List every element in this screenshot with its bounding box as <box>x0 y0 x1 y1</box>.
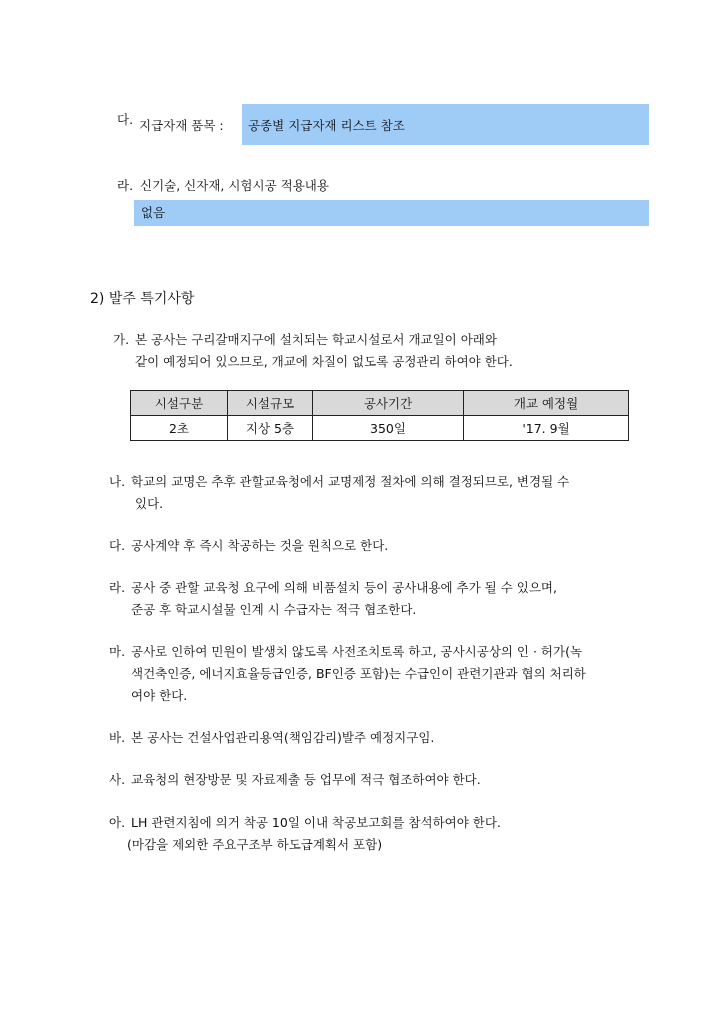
note-line: 공사 중 관할 교육청 요구에 의해 비품설치 등이 공사내용에 추가 될 수 있으며, <box>131 580 557 595</box>
table-cell: '17. 9월 <box>464 416 629 441</box>
table-header-cell: 공사기간 <box>313 391 464 416</box>
section-title: 2) 발주 특기사항 <box>90 291 195 307</box>
item-ra-value: 없음 <box>141 205 166 220</box>
item-ga-marker: 가. <box>113 332 130 347</box>
item-ga-line1: 본 공사는 구리갈매지구에 설치되는 학교시설로서 개교일이 아래와 <box>135 332 497 347</box>
note-marker: 다. <box>109 538 126 553</box>
note-marker: 아. <box>109 815 126 830</box>
table-row <box>131 416 629 441</box>
note-line: 색건축인증, 에너지효율등급인증, BF인증 포함)는 수급인이 관련기관과 협의 처리하 <box>131 666 586 681</box>
item-ra-label: 신기술, 신자재, 시험시공 적용내용 <box>140 178 329 193</box>
table-cell: 350일 <box>313 416 464 441</box>
note-line: 여야 한다. <box>131 688 188 703</box>
schedule-table <box>130 390 629 441</box>
table-cell: 2초 <box>131 416 228 441</box>
item-da-value: 공종별 지급자재 리스트 참조 <box>248 118 405 133</box>
item-ra-marker: 라. <box>117 178 134 193</box>
table-header-row <box>131 391 629 416</box>
note-line: 준공 후 학교시설물 인계 시 수급자는 적극 협조한다. <box>131 602 417 617</box>
item-da-label: 지급자재 품목 : <box>139 118 224 133</box>
note-marker: 나. <box>109 474 126 489</box>
note-line: LH 관련지침에 의거 착공 10일 이내 착공보고회를 참석하여야 한다. <box>131 815 501 830</box>
note-marker: 라. <box>109 580 126 595</box>
note-line: 있다. <box>135 496 164 511</box>
note-marker: 바. <box>109 730 126 745</box>
note-line: 본 공사는 건설사업관리용역(책임감리)발주 예정지구임. <box>131 730 435 745</box>
table-header-cell: 시설구분 <box>131 391 228 416</box>
item-da-marker: 다. <box>117 112 134 127</box>
note-marker: 사. <box>109 772 126 787</box>
table-cell: 지상 5층 <box>228 416 313 441</box>
highlight-ra <box>134 200 649 226</box>
note-line: 공사로 인하여 민원이 발생치 않도록 사전조치토록 하고, 공사시공상의 인 · 허가(녹 <box>131 644 583 659</box>
item-ga-line2: 같이 예정되어 있으므로, 개교에 차질이 없도록 공정관리 하여야 한다. <box>135 354 513 369</box>
table-header-cell: 개교 예정월 <box>464 391 629 416</box>
table-header-cell: 시설규모 <box>228 391 313 416</box>
note-line: 교육청의 현장방문 및 자료제출 등 업무에 적극 협조하여야 한다. <box>131 772 481 787</box>
note-marker: 마. <box>109 644 126 659</box>
note-line: 공사계약 후 즉시 착공하는 것을 원칙으로 한다. <box>131 538 389 553</box>
note-line: (마감을 제외한 주요구조부 하도급계획서 포함) <box>127 837 383 852</box>
note-line: 학교의 교명은 추후 관할교육청에서 교명제정 절차에 의해 결정되므로, 변경될 수 <box>131 474 570 489</box>
